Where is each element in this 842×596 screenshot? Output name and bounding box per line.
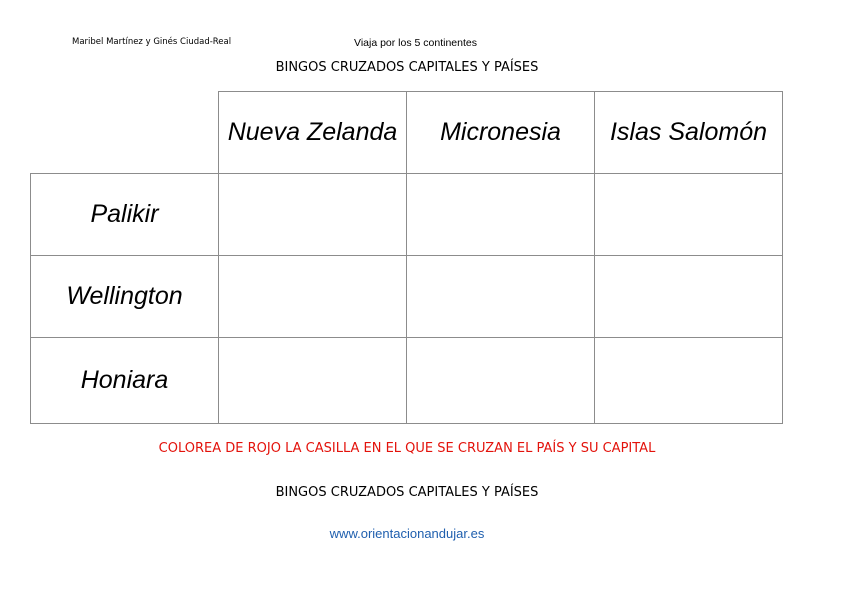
answer-cell[interactable] [407,338,595,424]
capital-row [31,174,783,256]
answer-cell[interactable] [407,174,595,256]
worksheet-title-bottom: BINGOS CRUZADOS CAPITALES Y PAÍSES [275,485,539,500]
country-header-cell: Micronesia [407,92,595,174]
country-header-row [31,92,783,174]
country-header-cell: Nueva Zelanda [219,92,407,174]
country-header-cell: Islas Salomón [595,92,783,174]
answer-cell[interactable] [219,174,407,256]
answer-cell[interactable] [219,338,407,424]
website-link[interactable]: www.orientacionandujar.es [329,526,485,541]
authors-text: Maribel Martínez y Ginés Ciudad-Real [72,37,232,47]
subject-text: Viaja por los 5 continentes [354,37,477,49]
capital-row [31,338,783,424]
bingo-grid [30,91,783,424]
answer-cell[interactable] [595,256,783,338]
capital-label-cell: Palikir [31,174,219,256]
answer-cell[interactable] [219,256,407,338]
worksheet-title-top: BINGOS CRUZADOS CAPITALES Y PAÍSES [275,60,539,75]
answer-cell[interactable] [407,256,595,338]
instruction-text: COLOREA DE ROJO LA CASILLA EN EL QUE SE CRUZAN EL PAÍS Y SU CAPITAL [158,441,656,456]
capital-label-cell: Honiara [31,338,219,424]
capital-label-cell: Wellington [31,256,219,338]
capital-row [31,256,783,338]
answer-cell[interactable] [595,338,783,424]
answer-cell[interactable] [595,174,783,256]
grid-corner [31,92,219,174]
